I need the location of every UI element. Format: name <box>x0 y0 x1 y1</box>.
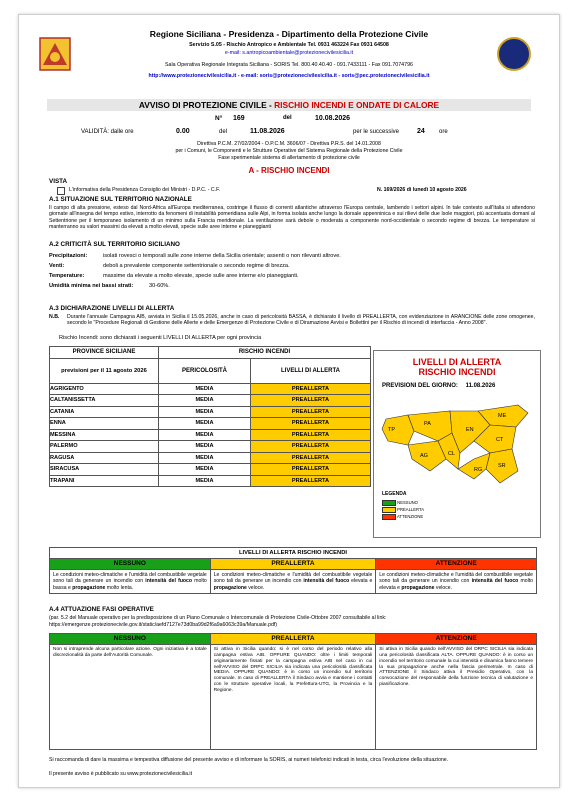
cell-per: MEDIA <box>159 464 251 476</box>
cell-prov: AGRIGENTO <box>50 383 159 395</box>
cell-per: MEDIA <box>159 429 251 441</box>
validita-ore-label: ore <box>439 129 448 135</box>
header-sala: Sala Operativa Regionale Integrata Siciliana - SORIS Tel. 800.40.40.40 - 091.7433111 - Fax 091.7074796 <box>165 62 413 68</box>
level-desc-attenzione: Le condizioni meteo-climatiche e l'umidità del combustibile vegetale sono tali da generare un incendio con intensità del fuoco molto elevata e propagazione veloce. <box>376 570 537 594</box>
cell-prov: TRAPANI <box>50 475 159 487</box>
cell-prov: MESSINA <box>50 429 159 441</box>
level-head-nessuno: NESSUNO <box>50 559 211 570</box>
levels-table <box>49 558 537 594</box>
table-row <box>50 441 371 453</box>
table-row <box>50 464 371 476</box>
th-livelli: LIVELLI DI ALLERTA <box>251 358 371 383</box>
validita-label: VALIDITÀ: dalle ore <box>81 129 134 135</box>
map-label: EN <box>466 427 474 433</box>
header-email[interactable]: e-mail: s.antropicoambientale@protezionecivilesicilia.it <box>224 50 354 56</box>
validita-successive: per le successive <box>353 129 400 135</box>
map-title-2: RISCHIO INCENDI <box>418 367 496 377</box>
cell-liv: PREALLERTA <box>251 418 371 430</box>
map-label: PA <box>424 421 431 427</box>
map-label: ME <box>498 413 507 419</box>
levels-box-title: LIVELLI DI ALLERTA RISCHIO INCENDI <box>49 547 537 559</box>
phase-desc-nessuno: Non si intraprende alcuna particolare azione. Ogni iniziativa è a totale discrezionalità da parte dell'Autorità Comunale. <box>50 645 211 750</box>
legend-item-attenzione: ATTENZIONE <box>382 513 424 520</box>
cell-per: MEDIA <box>159 452 251 464</box>
map-label: CL <box>448 451 456 457</box>
a2-row: Temperature: massime da elevate a molto elevate, specie sulle aree interne e/o pianeggianti. <box>49 273 299 279</box>
phase-desc-attenzione: Si attiva in Sicilia quando nell'AVVISO del DRPC SICILIA sia indicata una pericolosità classificata ALTA. OPPURE QUANDO: è in corso un incendio nel territorio comunale la cui intensità e dinamica fanno temere la sua propagazione anche nella fascia perimetrale. In caso di ATTENZIONE il Sindaco attiva il Presidio Operativo, con la convocazione del responsabile della funzione tecnica di valutazione e pianificazione. <box>376 645 537 750</box>
directive-1: Direttiva P.C.M. 27/02/2004 - O.P.C.M. 3606/07 - Direttiva P.R.S. del 14.01.2008 <box>197 141 381 147</box>
avviso-number: 169 <box>233 115 245 122</box>
header-title: Regione Siciliana - Presidenza - Dipartimento della Protezione Civile <box>149 29 429 39</box>
map-box <box>373 350 541 538</box>
cell-per: MEDIA <box>159 418 251 430</box>
cell-liv: PREALLERTA <box>251 406 371 418</box>
a4-text: (par. 5.2 del Manuale operativo per la predisposizione di un Piano Comunale o Intercomunale di Protezione Civile-Ottobre 2007 consultabile al link: <box>49 615 387 621</box>
legend-item-nessuno: NESSUNO <box>382 499 424 506</box>
a1-title: A.1 SITUAZIONE SUL TERRITORIO NAZIONALE <box>49 196 192 203</box>
directive-2: per i Comuni, le Componenti e le Strutture Operative del Sistema Regionale della Protezione Civile <box>175 148 403 154</box>
footer-line-1: Si raccomanda di dare la massima e tempestiva diffusione del presente avviso e di informare la SORIS, ai numeri telefonici indicati in testa, circa l'evoluzione della situazione. <box>49 757 449 763</box>
validita-date: 11.08.2026 <box>250 128 285 135</box>
table-row <box>50 475 371 487</box>
legend-item-preallerta: PREALLERTA <box>382 506 424 513</box>
map-label: RG <box>474 467 483 473</box>
th-rischio: RISCHIO INCENDI <box>159 347 371 359</box>
province-table <box>49 346 371 487</box>
cell-per: MEDIA <box>159 475 251 487</box>
table-row <box>50 418 371 430</box>
validita-hours: 24 <box>417 128 425 135</box>
a2-list <box>49 251 529 291</box>
a2-title: A.2 CRITICITÀ SUL TERRITORIO SICILIANO <box>49 241 180 248</box>
phase-head-preallerta: PREALLERTA <box>210 634 376 645</box>
vista-label: VISTA <box>49 178 68 185</box>
table-row <box>50 429 371 441</box>
province-tp <box>382 415 414 445</box>
legend <box>382 499 424 520</box>
table-row <box>50 406 371 418</box>
cell-liv: PREALLERTA <box>251 429 371 441</box>
avviso-n-label: N° <box>215 115 223 122</box>
cell-liv: PREALLERTA <box>251 395 371 407</box>
map-label: AG <box>420 453 428 459</box>
avviso-date: 10.08.2026 <box>315 115 351 122</box>
cell-per: MEDIA <box>159 395 251 407</box>
cell-prov: CALTANISSETTA <box>50 395 159 407</box>
table-intro: Rischio Incendi: sono dichiarati i seguenti LIVELLI DI ALLERTA per ogni provincia <box>59 335 262 341</box>
footer-line-2: Il presente avviso è pubblicato su www.protezionecivilesicilia.it <box>49 771 193 777</box>
cell-liv: PREALLERTA <box>251 383 371 395</box>
table-row <box>50 383 371 395</box>
header-web[interactable]: http://www.protezionecivilesicilia.it - e-mail: soris@protezionecivilesicilia.it - soris@pec.protezionecivilesicilia.it <box>148 73 430 79</box>
level-head-preallerta: PREALLERTA <box>210 559 376 570</box>
map-prev: PREVISIONI DEL GIORNO: 11.08.2026 <box>382 383 496 389</box>
th-province: PROVINCE SICILIANE <box>50 347 159 359</box>
cell-per: MEDIA <box>159 406 251 418</box>
header-servizio: Servizio S.05 - Rischio Antropico e Ambientale Tel. 0931 463224 Fax 0931 64508 <box>189 42 389 48</box>
cell-prov: PALERMO <box>50 441 159 453</box>
document-page <box>18 14 560 788</box>
cell-liv: PREALLERTA <box>251 464 371 476</box>
a2-row: Umidità minima nei bassi strati: 30-60%. <box>49 283 170 289</box>
cell-per: MEDIA <box>159 383 251 395</box>
table-row <box>50 452 371 464</box>
cell-liv: PREALLERTA <box>251 475 371 487</box>
a2-row: Precipitazioni: isolati rovesci o temporali sulle zone interne della Sicilia orientale; assenti o non rilevanti altrove. <box>49 253 341 259</box>
cell-prov: RAGUSA <box>50 452 159 464</box>
province-rg <box>458 453 490 479</box>
level-desc-nessuno: Le condizioni meteo-climatiche e l'umidità del combustibile vegetale sono tali da generare un incendio con intensità del fuoco molto bassa e propagazione molto lenta. <box>50 570 211 594</box>
level-desc-preallerta: Le condizioni meteo-climatiche e l'umidità del combustibile vegetale sono tali da generare un incendio con intensità del fuoco elevata e propagazione veloce. <box>210 570 376 594</box>
province-table-body <box>50 383 371 487</box>
vista-checkbox[interactable] <box>57 187 65 195</box>
validita-del: del <box>219 129 228 135</box>
cell-liv: PREALLERTA <box>251 441 371 453</box>
map-title-1: LIVELLI DI ALLERTA <box>412 357 502 367</box>
th-previsioni: previsioni per il 11 agosto 2026 <box>50 358 159 383</box>
a3-title: A.3 DICHIARAZIONE LIVELLI DI ALLERTA <box>49 305 175 312</box>
th-pericolosita: PERICOLOSITÀ <box>159 358 251 383</box>
phase-desc-preallerta: Si attiva in Sicilia quando: si è nel corso del periodo relativo alla campagna estiva AIB. OPPURE QUANDO: oltre i limiti temporali originariamente fissati per la campagna estiva AIB nel caso in cui nell'AVVISO del DRPC SICILIA sia indicata una pericolosità classificata MEDIA. OPPURE QUANDO: è in corso un incendio sul territorio comunale. In caso di PREALLERTA il Sindaco avvia e mantiene i contatti con le strutture operative locali, la Prefettura-UTG, la Provincia e la Regione. <box>210 645 376 750</box>
sicily-map <box>378 401 536 487</box>
a4-title: A.4 ATTUAZIONE FASI OPERATIVE <box>49 606 154 613</box>
legend-title: LEGENDA <box>382 491 407 497</box>
cell-prov: CATANIA <box>50 406 159 418</box>
a3-nb-label: N.B. <box>49 314 60 320</box>
validita-ore: 0.00 <box>176 128 190 135</box>
a4-link[interactable]: https://emergenze.protezionecivile.gov.it/static/aefd7127e73d0ba99d2f6a9a6063c39a/Manuale.pdf) <box>49 622 278 628</box>
a2-row: Venti: deboli a prevalente componente settentrionale o secondo regime di brezza. <box>49 263 290 269</box>
cell-per: MEDIA <box>159 441 251 453</box>
avviso-del: del <box>283 115 292 121</box>
table-row <box>50 395 371 407</box>
vista-item: L'informativa della Presidenza Consiglio dei Ministri - D.P.C. - C.F. <box>69 187 221 193</box>
directive-3: Fase sperimentale sistema di allertamento di protezione civile <box>218 155 360 161</box>
phase-head-attenzione: ATTENZIONE <box>376 634 537 645</box>
phases-table <box>49 633 537 750</box>
section-a-title: A - RISCHIO INCENDI <box>248 166 330 175</box>
vista-ref: N. 169/2026 di lunedì 10 agosto 2026 <box>377 187 467 193</box>
region-logo <box>39 37 71 71</box>
civil-protection-logo <box>497 37 531 71</box>
cell-prov: ENNA <box>50 418 159 430</box>
map-label: TP <box>388 427 396 433</box>
level-head-attenzione: ATTENZIONE <box>376 559 537 570</box>
avviso-title: AVVISO DI PROTEZIONE CIVILE - RISCHIO INCENDI E ONDATE DI CALORE <box>47 99 531 111</box>
phase-head-nessuno: NESSUNO <box>50 634 211 645</box>
map-label: CT <box>496 437 504 443</box>
a3-nb-text: Durante l'annuale Campagna AIB, avviata in Sicilia il 15.05.2026, anche in caso di pericolosità BASSA, è dichiarato il livello di PREALLERTA, con evidenziazione in ARANCIONE delle zone omogenee, secondo le "Procedure Regionali di Gestione delle Allerte e delle Emergenze di Protezione Civile e di Diramazione Avvisi e Bollettini per il Rischio di incendi di interfaccia - Anno 2008". <box>67 314 535 327</box>
cell-prov: SIRACUSA <box>50 464 159 476</box>
map-label: SR <box>498 463 506 469</box>
cell-liv: PREALLERTA <box>251 452 371 464</box>
a1-text: Il campo di alta pressione, esteso dal Nord-Africa all'Europa mediterranea, costringe il flusso di correnti atlantiche attraverso l'Europa centrale, lambendo i settori alpini. In tale contesto sull'Italia si attendono giornate all'insegna del tempo estivo, interrotto da fenomeni di instabilità pomeridiana sulle Alpi, in forma isolata anche lungo la dorsale appenninica e sui rilievi delle due Isole maggiori, più accentuata domani al Settentrione per il temporaneo isolamento di un minimo sulla Francia meridionale. La ventilazione sarà debole o moderata a componente nord-occidentale o secondo regime di brezza. Le temperature si manterranno su valori massimi da elevati a molto elevati, specie sulle aree interne e pianeggianti <box>49 205 535 231</box>
